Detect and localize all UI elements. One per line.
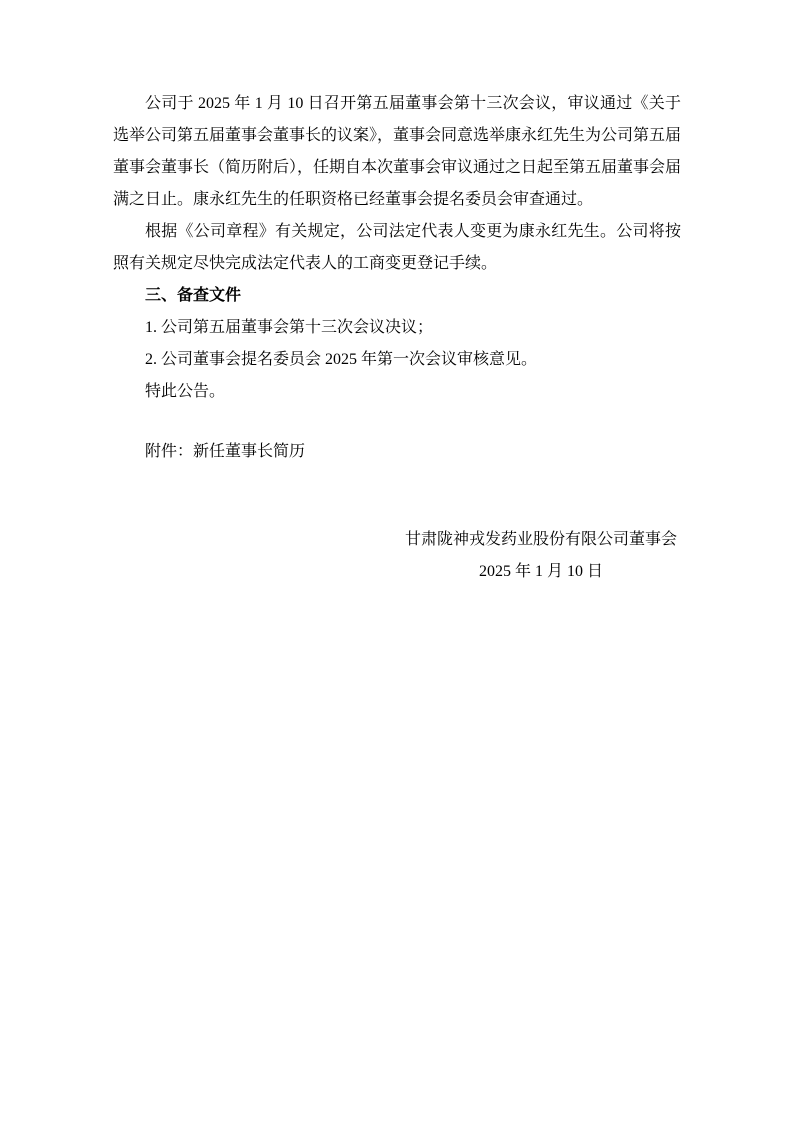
paragraph-legal-representative: 根据《公司章程》有关规定，公司法定代表人变更为康永红先生。公司将按照有关规定尽快完成法定代表人的工商变更登记手续。 bbox=[113, 223, 681, 272]
signature-block bbox=[113, 524, 681, 588]
closing-announcement: 特此公告。 bbox=[145, 383, 226, 400]
attachment-note: 附件：新任董事长简历 bbox=[145, 443, 306, 460]
list-item-nomination-committee: 2. 公司董事会提名委员会 2025 年第一次会议审核意见。 bbox=[145, 351, 538, 368]
signature-company: 甘肃陇神戎发药业股份有限公司董事会 bbox=[404, 531, 677, 548]
vertical-spacer bbox=[113, 408, 681, 436]
document-content bbox=[113, 88, 681, 588]
signature-inner bbox=[405, 524, 677, 588]
vertical-spacer bbox=[113, 468, 681, 524]
list-item-resolution: 1. 公司第五届董事会第十三次会议决议； bbox=[145, 319, 434, 336]
section-heading-reference-documents: 三、备查文件 bbox=[145, 287, 242, 304]
signature-date: 2025 年 1 月 10 日 bbox=[478, 563, 603, 580]
paragraph-board-meeting: 公司于 2025 年 1 月 10 日召开第五届董事会第十三次会议，审议通过《关于选举公司第五届董事会董事长的议案》，董事会同意选举康永红先生为公司第五届董事会董事长（简历附后），任期自本次董事会审议通过之日起至第五届董事会届满之日止。康永红先生的任职资格已经董事会提名委员会审查通过。 bbox=[113, 95, 682, 208]
